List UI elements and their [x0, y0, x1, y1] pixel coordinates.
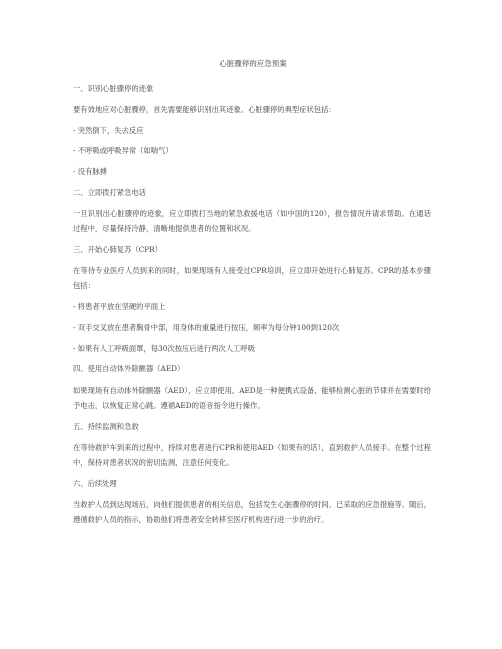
- section-4-body: 如果现场有自动体外除颤器（AED），应立即使用。AED是一种便携式设备，能够检测心脏的节律并在需要时给予电击，以恢复正常心跳。遵循AED的语音指令进行操作。: [73, 386, 431, 410]
- section-1-item-1: - 突然倒下，失去反应: [73, 126, 144, 135]
- section-1-item-3: - 没有脉搏: [73, 167, 107, 176]
- section-6-body: 当救护人员到达现场后，向他们提供患者的相关信息，包括发生心脏骤停的时间、已采取的应急措施等。随后，遵循救护人员的指示，协助他们将患者安全转移至医疗机构进行进一步的治疗。: [73, 500, 431, 524]
- section-1-heading: 一、识别心脏骤停的迹象: [73, 84, 154, 93]
- section-4-heading: 四、使用自动体外除颤器（AED）: [73, 364, 185, 373]
- section-5-body: 在等待救护车到来的过程中，持续对患者进行CPR和使用AED（如果有的话），直到救护人员接手。在整个过程中，保持对患者状况的密切监测，注意任何变化。: [73, 443, 431, 467]
- section-2-heading: 二、立即拨打紧急电话: [73, 188, 146, 197]
- section-3-item-3: - 如果有人工呼吸面罩，每30次按压后进行两次人工呼吸: [73, 344, 255, 353]
- section-3-item-1: - 将患者平放在坚硬的平面上: [73, 302, 166, 311]
- section-6-heading: 六、后续处理: [73, 479, 117, 488]
- section-5-heading: 五、持续监测和急救: [73, 422, 139, 431]
- section-2-body: 一旦识别出心脏骤停的迹象，应立即拨打当地的紧急救援电话（如中国的120），报告情况并请求帮助。在通话过程中，尽量保持冷静，清晰地提供患者的位置和状况。: [73, 209, 431, 233]
- section-3-body: 在等待专业医疗人员到来的同时，如果现场有人接受过CPR培训，应立即开始进行心肺复苏。CPR的基本步骤包括：: [73, 266, 431, 290]
- section-3-heading: 三、开始心肺复苏（CPR）: [73, 245, 162, 254]
- section-1-intro: 要有效地应对心脏骤停，首先需要能够识别出其迹象。心脏骤停的典型症状包括：: [73, 105, 336, 114]
- section-1-item-2: - 不呼吸或呼吸异常（如喘气）: [73, 146, 173, 155]
- section-3-item-2: - 双手交叉放在患者胸骨中部，用身体的重量进行按压，频率为每分钟100到120次: [73, 323, 340, 332]
- document-title: 心脏骤停的应急预案: [219, 59, 287, 68]
